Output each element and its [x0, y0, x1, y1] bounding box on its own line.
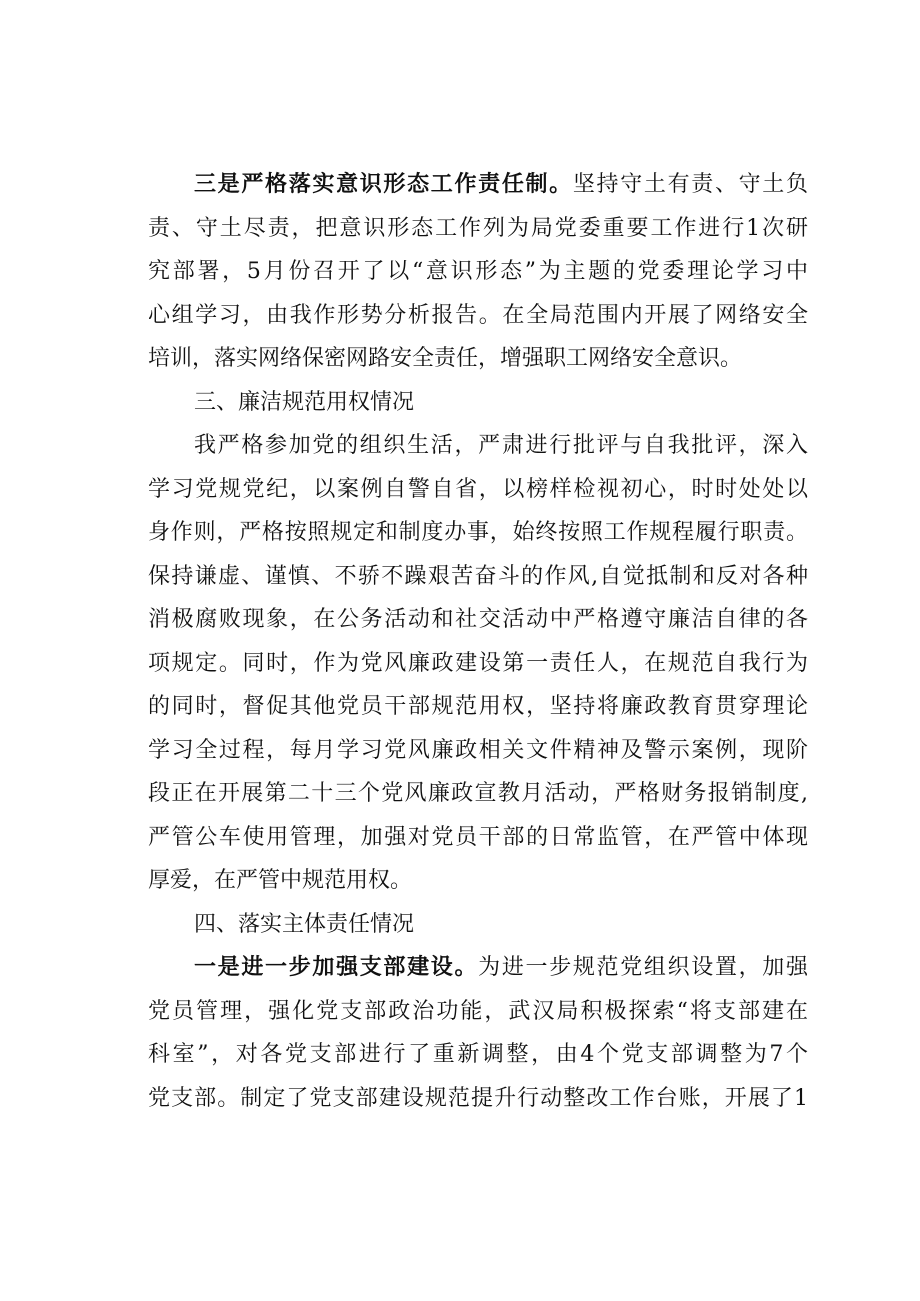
paragraph-line: 我严格参加党的组织生活，严肃进行批评与自我批评，深入: [194, 433, 808, 458]
paragraph-line: 厚爱，在严管中规范用权。: [148, 868, 413, 893]
paragraph-line: 责、守土尽责，把意识形态工作列为局党委重要工作进行1次研: [148, 215, 808, 241]
paragraph-line: [148, 946, 808, 990]
paragraph-line: 严管公车使用管理，加强对党员干部的日常监管，在严管中体现: [148, 824, 808, 850]
paragraph-line: 的同时，督促其他党员干部规范用权，坚持将廉政教育贯穿理论: [148, 694, 808, 719]
paragraph-line: 消极腐败现象，在公务活动和社交活动中严格遵守廉洁自律的各: [148, 607, 808, 632]
paragraph-line: 学习全过程，每月学习党风廉政相关文件精神及警示案例，现阶: [148, 737, 808, 763]
paragraph-line: 培训，落实网络保密网路安全责任，增强职工网络安全意识。: [148, 346, 743, 371]
paragraph-line: 究部署，5月份召开了以“意识形态”为主题的党委理论学习中: [148, 259, 808, 284]
paragraph-line: 段正在开展第二十三个党风廉政宣教月活动，严格财务报销制度,: [148, 781, 808, 806]
paragraph-line: 学习党规党纪，以案例自警自省，以榜样检视初心，时时处处以: [148, 476, 808, 502]
document-body: [148, 163, 808, 1120]
paragraph-line: [148, 163, 808, 207]
paragraph-line: 保持谦虚、谨慎、不骄不躁艰苦奋斗的作风,自觉抵制和反对各种: [148, 563, 808, 589]
lead-phrase: 三是严格落实意识形态工作责任制。: [194, 172, 573, 197]
paragraph-line: 项规定。同时，作为党风廉政建设第一责任人，在规范自我行为: [148, 650, 808, 676]
section-heading: 四、落实主体责任情况: [194, 911, 415, 937]
paragraph-text: 为进一步规范党组织设置，加强: [478, 955, 808, 980]
paragraph-line: 科室”，对各党支部进行了重新调整，由4个党支部调整为7个: [148, 1042, 808, 1067]
paragraph-line: 心组学习，由我作形势分析报告。在全局范围内开展了网络安全: [148, 302, 808, 328]
paragraph-line: 身作则，严格按照规定和制度办事，始终按照工作规程履行职责。: [148, 520, 808, 545]
paragraph-text: 坚持守土有责、守土负: [572, 172, 808, 197]
lead-phrase: 一是进一步加强支部建设。: [194, 955, 479, 980]
paragraph-line: 党支部。制定了党支部建设规范提升行动整改工作台账，开展了1: [148, 1085, 808, 1111]
paragraph-line: 党员管理，强化党支部政治功能，武汉局积极探索“将支部建在: [148, 998, 808, 1024]
section-heading: 三、廉洁规范用权情况: [194, 389, 415, 415]
